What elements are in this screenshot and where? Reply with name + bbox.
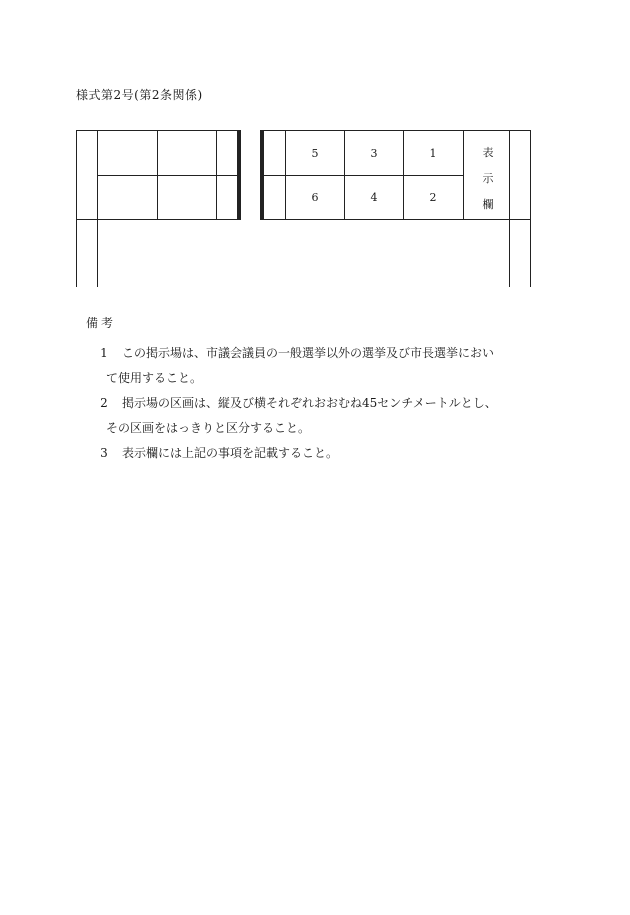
middle-line-left	[97, 175, 240, 176]
left-post-inner	[97, 130, 98, 287]
section-number: 3	[370, 147, 378, 160]
break-mark-left	[237, 130, 241, 220]
grid-vline	[463, 130, 464, 220]
form-title: 様式第2号(第2条関係)	[76, 88, 203, 102]
display-column-label: 表 示 欄	[482, 146, 494, 211]
section-number: 6	[311, 191, 319, 204]
grid-vline	[403, 130, 404, 220]
remarks-section	[86, 314, 546, 466]
grid-vline	[157, 130, 158, 220]
remark-item: 2 掲示場の区画は、縦及び横それぞれおおむね45センチメートルとし、 その区画をはっきりと区分すること。	[100, 396, 497, 435]
remark-item: 3 表示欄には上記の事項を記載すること。	[100, 446, 339, 460]
section-number: 4	[370, 191, 378, 204]
right-post-outer	[530, 130, 531, 287]
poster-board-diagram	[0, 0, 630, 300]
grid-vline	[285, 130, 286, 220]
bottom-line-right	[260, 219, 531, 220]
break-mark-right	[260, 130, 264, 220]
section-number: 5	[311, 147, 319, 160]
grid-vline	[216, 130, 217, 220]
top-border-right	[260, 130, 531, 131]
middle-line-right	[261, 175, 463, 176]
remark-item: 1 この掲示場は、市議会議員の一般選挙以外の選挙及び市長選挙におい て使用すること。	[100, 346, 495, 385]
section-number: 2	[429, 191, 437, 204]
left-post-outer	[76, 130, 77, 287]
right-post-inner	[509, 130, 510, 287]
section-number: 1	[429, 147, 437, 160]
remarks-heading: 備考	[86, 316, 117, 330]
grid-vline	[344, 130, 345, 220]
